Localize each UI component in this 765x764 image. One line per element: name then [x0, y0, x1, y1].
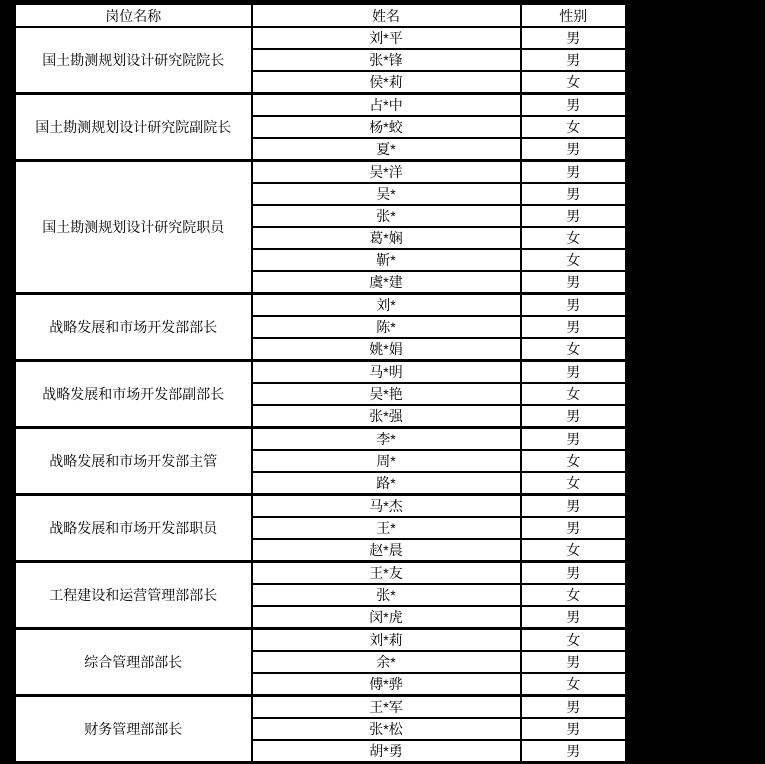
- gender-cell: 男: [521, 517, 627, 539]
- gender-cell: 女: [521, 71, 627, 94]
- name-cell: 周*: [252, 450, 521, 472]
- name-cell: 张*锋: [252, 49, 521, 71]
- name-cell: 王*: [252, 517, 521, 539]
- position-cell: 战略发展和市场开发部主管: [15, 428, 252, 495]
- name-cell: 刘*平: [252, 27, 521, 49]
- gender-cell: 男: [521, 161, 627, 184]
- position-cell: 国土勘测规划设计研究院职员: [15, 161, 252, 294]
- gender-cell: 男: [521, 49, 627, 71]
- name-cell: 刘*莉: [252, 629, 521, 652]
- position-cell: 战略发展和市场开发部职员: [15, 495, 252, 562]
- position-cell: 综合管理部部长: [15, 629, 252, 696]
- name-cell: 陈*: [252, 316, 521, 338]
- gender-cell: 男: [521, 138, 627, 161]
- gender-cell: 男: [521, 718, 627, 740]
- gender-cell: 女: [521, 539, 627, 562]
- name-cell: 闵*虎: [252, 606, 521, 629]
- name-cell: 王*军: [252, 696, 521, 719]
- personnel-table: [13, 2, 628, 764]
- gender-cell: 男: [521, 562, 627, 585]
- gender-cell: 男: [521, 606, 627, 629]
- gender-cell: 男: [521, 405, 627, 428]
- gender-cell: 男: [521, 183, 627, 205]
- table-row: [15, 27, 627, 49]
- name-cell: 马*杰: [252, 495, 521, 518]
- column-header-gender: 性别: [521, 4, 627, 28]
- position-cell: 战略发展和市场开发部副部长: [15, 361, 252, 428]
- position-cell: 战略发展和市场开发部部长: [15, 294, 252, 361]
- table-row: [15, 495, 627, 518]
- name-cell: 张*强: [252, 405, 521, 428]
- table-row: [15, 696, 627, 719]
- gender-cell: 女: [521, 338, 627, 361]
- gender-cell: 男: [521, 740, 627, 763]
- name-cell: 傅*骅: [252, 673, 521, 696]
- gender-cell: 男: [521, 428, 627, 451]
- gender-cell: 男: [521, 361, 627, 384]
- name-cell: 刘*: [252, 294, 521, 317]
- gender-cell: 女: [521, 249, 627, 271]
- gender-cell: 女: [521, 584, 627, 606]
- gender-cell: 女: [521, 383, 627, 405]
- gender-cell: 男: [521, 205, 627, 227]
- name-cell: 占*中: [252, 94, 521, 117]
- name-cell: 王*友: [252, 562, 521, 585]
- gender-cell: 男: [521, 651, 627, 673]
- name-cell: 侯*莉: [252, 71, 521, 94]
- table-row: [15, 629, 627, 652]
- position-cell: 工程建设和运营管理部部长: [15, 562, 252, 629]
- gender-cell: 女: [521, 629, 627, 652]
- header-row: [15, 4, 627, 28]
- table-row: [15, 294, 627, 317]
- gender-cell: 女: [521, 673, 627, 696]
- gender-cell: 女: [521, 227, 627, 249]
- gender-cell: 男: [521, 27, 627, 49]
- name-cell: 胡*勇: [252, 740, 521, 763]
- table-row: [15, 562, 627, 585]
- name-cell: 张*: [252, 205, 521, 227]
- gender-cell: 男: [521, 316, 627, 338]
- column-header-position: 岗位名称: [15, 4, 252, 28]
- gender-cell: 女: [521, 472, 627, 495]
- table-row: [15, 428, 627, 451]
- position-cell: 国土勘测规划设计研究院副院长: [15, 94, 252, 161]
- name-cell: 赵*晨: [252, 539, 521, 562]
- table-row: [15, 94, 627, 117]
- gender-cell: 男: [521, 271, 627, 294]
- name-cell: 张*松: [252, 718, 521, 740]
- name-cell: 吴*艳: [252, 383, 521, 405]
- name-cell: 夏*: [252, 138, 521, 161]
- gender-cell: 男: [521, 696, 627, 719]
- name-cell: 路*: [252, 472, 521, 495]
- table-row: [15, 161, 627, 184]
- name-cell: 姚*娟: [252, 338, 521, 361]
- name-cell: 靳*: [252, 249, 521, 271]
- name-cell: 张*: [252, 584, 521, 606]
- name-cell: 虞*建: [252, 271, 521, 294]
- position-cell: 财务管理部部长: [15, 696, 252, 763]
- column-header-name: 姓名: [252, 4, 521, 28]
- name-cell: 葛*娴: [252, 227, 521, 249]
- name-cell: 吴*洋: [252, 161, 521, 184]
- gender-cell: 女: [521, 116, 627, 138]
- name-cell: 杨*蛟: [252, 116, 521, 138]
- name-cell: 余*: [252, 651, 521, 673]
- table-row: [15, 361, 627, 384]
- name-cell: 马*明: [252, 361, 521, 384]
- name-cell: 李*: [252, 428, 521, 451]
- gender-cell: 女: [521, 450, 627, 472]
- name-cell: 吴*: [252, 183, 521, 205]
- position-cell: 国土勘测规划设计研究院院长: [15, 27, 252, 94]
- table-container: [13, 2, 628, 764]
- gender-cell: 男: [521, 294, 627, 317]
- gender-cell: 男: [521, 495, 627, 518]
- gender-cell: 男: [521, 94, 627, 117]
